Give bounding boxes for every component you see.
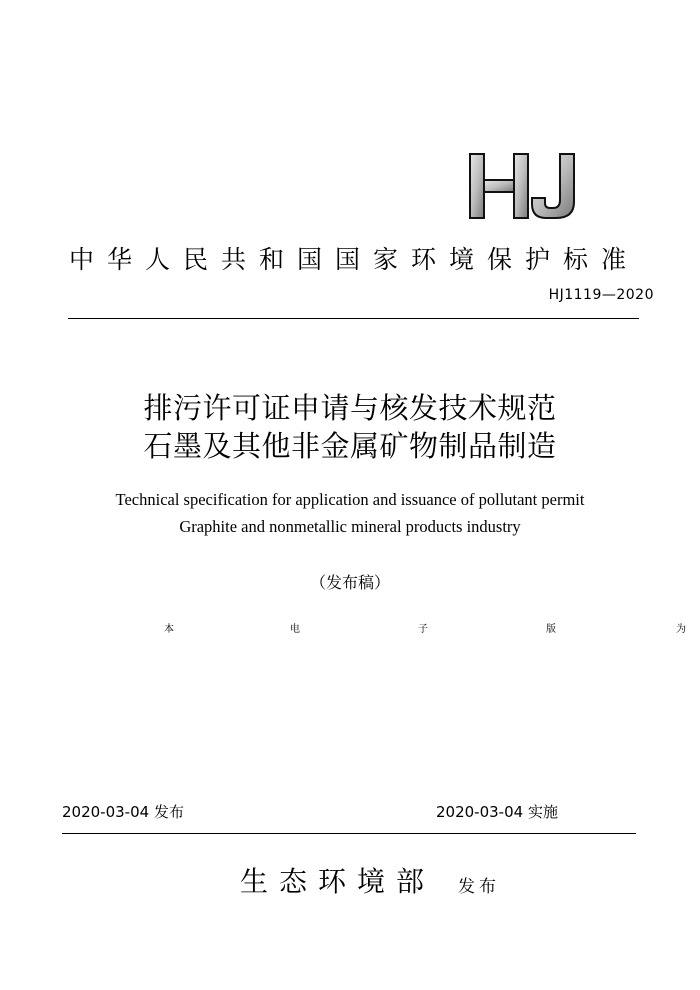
title-zh-line2: 石墨及其他非金属矿物制品制造 (143, 429, 557, 463)
title-en-line2: Graphite and nonmetallic mineral products industry (179, 517, 521, 536)
issue-date: 2020-03-04 发布 (62, 803, 184, 821)
implement-date: 2020-03-04 实施 (436, 803, 558, 821)
title-en-line1: Technical specification for application and issuance of pollutant permit (115, 490, 585, 509)
issuer-suffix: 发布 (458, 877, 500, 897)
standard-category: 中华人民共和国国家环境保护标准 (68, 245, 639, 274)
title-zh-line1: 排污许可证申请与核发技术规范 (143, 391, 557, 425)
draft-note: （发布稿） (309, 573, 390, 592)
notice-char: 本 (164, 624, 174, 635)
notice-char: 为 (676, 624, 686, 635)
notice-char: 版 (546, 624, 556, 635)
footer-divider (62, 833, 636, 834)
notice-char: 电 (290, 624, 300, 635)
standard-code: HJ1119—2020 (548, 287, 654, 303)
notice-line (0, 620, 700, 640)
hj-logo (462, 148, 588, 224)
header-divider (68, 318, 639, 319)
issuer-name: 生态环境部 (240, 865, 436, 898)
notice-char: 子 (418, 624, 428, 635)
